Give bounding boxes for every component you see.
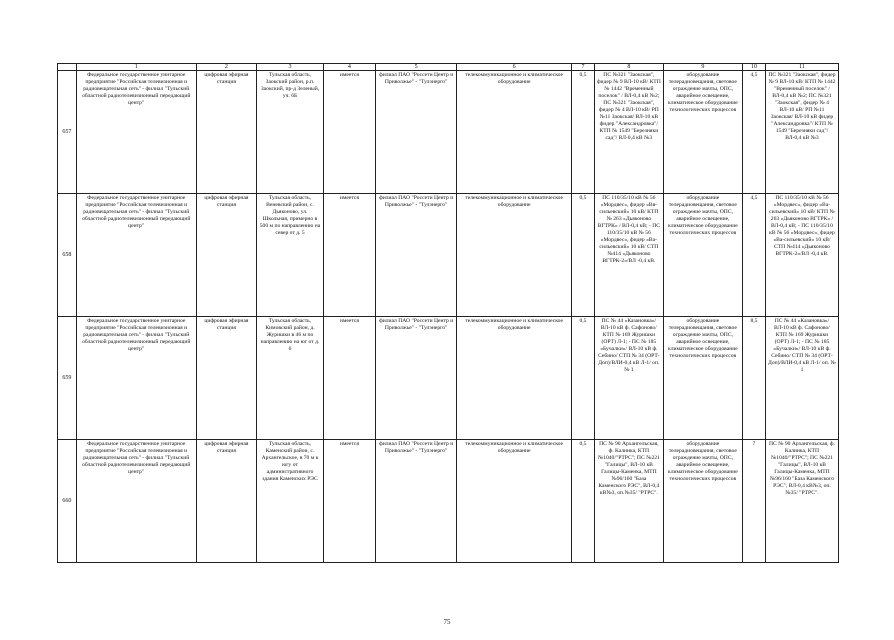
cell-equipment: телекоммуникационное и климатическое оборудование — [457, 440, 572, 563]
cell-address: Тульская область, Веневский район, с. Дьяконово, ул. Школьная, примерно в 500 м по направлению на север от д. 5 — [257, 194, 324, 317]
cell-availability: имеется — [323, 440, 375, 563]
cell-power-reserve: 4,5 — [742, 71, 765, 194]
table-row — [58, 440, 839, 563]
cell-feed-main: ПС № 44 «Казановка»/ ВЛ-10 кВ ф. Сафоново/ КТП № 169 Журишки (ОРТ) Л-1; - ПС № 185 «Бучалки»/ ВЛ-10 кВ ф. Себино/ СТП № 34 (ОРТ-Доп)/ВЛИ-0,4 кВ Л-1/ оп. № 1 — [594, 317, 663, 440]
cell-grid-company: филиал ПАО "Россети Центр и Приволжье" - "Тулэнерго" — [375, 71, 456, 194]
cell-feed-reserve: ПС 110/35/10 кВ № 56 «Мордвес», фидер «Ва-сильевский» 10 кВ/ КТП № 263 «Дьяконово ВГТРК» / ВЛ-0,4 кВ; - ПС 110/35/10 кВ № 56 «Мордвес», фидер «Ва-сильевский» 10 кВ/ СТП №414 «Дьяконово ВГТРК-2»/ВЛ -0,4 кВ. — [765, 194, 838, 317]
cell-consumers: оборудование телерадиовещания, световое ограждение мачты, ОПС, аварийное освещение, климатическое оборудование технологических процессов — [663, 317, 742, 440]
cell-address: Тульская область, Каменский район, с. Архангельское, в 70 м к югу от административного здания Каменских РЭС — [257, 440, 324, 563]
row-number: 657 — [58, 71, 77, 194]
cell-availability: имеется — [323, 71, 375, 194]
cell-organization: Федеральное государственное унитарное предприятие "Российская телевизионная и радиовещательная сеть" - филиал "Тульский областной радиотелевизионный передающий центр" — [76, 71, 196, 194]
cell-consumers: оборудование телерадиовещания, световое ограждение мачты, ОПС, аварийное освещение, климатическое оборудование технологических процессов — [663, 71, 742, 194]
column-number: 6 — [457, 64, 572, 71]
cell-feed-main: ПС 110/35/10 кВ № 56 «Мордвес», фидер «Вя-сильевский» 10 кВ/ КТП № 263 «Дьяконово ВГТРК» / ВЛ-0,4 кВ; - ПС 110/35/10 кВ № 56 «Мордвес», фидер «Ва-сильевский» 10 кВ/ СТП №414 «Дьяконово ВГТРК-2»/ВЛ -0,4 кВ. — [594, 194, 663, 317]
cell-power-main: 0,5 — [572, 317, 595, 440]
table-row — [58, 317, 839, 440]
table-row — [58, 71, 839, 194]
column-number: 11 — [765, 64, 838, 71]
column-number: 2 — [196, 64, 256, 71]
cell-power-main: 0,5 — [572, 194, 595, 317]
cell-organization: Федеральное государственное унитарное предприятие "Российская телевизионная и радиовещательная сеть" - филиал "Тульский областной радиотелевизионный передающий центр" — [76, 317, 196, 440]
cell-object-type: цифровая эфирная станция — [196, 194, 256, 317]
cell-power-main: 0,5 — [572, 71, 595, 194]
cell-consumers: оборудование телерадиовещания, световое ограждение мачты, ОПС, аварийное освещение, климатическое оборудование технологических процессов — [663, 194, 742, 317]
page-number: 75 — [443, 618, 451, 626]
cell-feed-reserve: ПС № 44 «Казановка»/ ВЛ-10 кВ ф. Сафоново/ КТП № 169 Журишки (ОРТ) Л-1; - ПС № 185 «Бучалки»/ ВЛ-10 кВ ф. Себино/ СТП № 34 (ОРТ-Доп)/ВЛИ-0,4 кВ Л-1/ оп. № 1 — [765, 317, 838, 440]
cell-organization: Федеральное государственное унитарное предприятие "Российская телевизионная и радиовещательная сеть" - филиал "Тульский областной радиотелевизионный передающий центр" — [76, 194, 196, 317]
cell-availability: имеется — [323, 317, 375, 440]
cell-power-main: 0,5 — [572, 440, 595, 563]
column-number: 8 — [594, 64, 663, 71]
column-number: 4 — [323, 64, 375, 71]
cell-grid-company: филиал ПАО "Россети Центр и Приволжье" - "Тулэнерго" — [375, 317, 456, 440]
cell-equipment: телекоммуникационное и климатическое оборудование — [457, 71, 572, 194]
row-number: 660 — [58, 440, 77, 563]
cell-feed-main: ПС № 90 Архангельская, ф. Калинка, КТП №1040/"РТРС"; ПС №221 "Галицы", ВЛ-10 кВ Галицы-Каменка, МТП №96/160 "База Каменского РЭС", ВЛ-0,4 кВ№3, оп.№35/ "РТРС". — [594, 440, 663, 563]
cell-grid-company: филиал ПАО "Россети Центр и Приволжье" - "Тулэнерго" — [375, 440, 456, 563]
cell-address: Тульская область, Заокский район, р.п. Заокский, пр-д Зеленый, уч. 6Б — [257, 71, 324, 194]
column-number: 1 — [76, 64, 196, 71]
column-number: 5 — [375, 64, 456, 71]
column-number: 3 — [257, 64, 324, 71]
cell-power-reserve: 7 — [742, 440, 765, 563]
cell-object-type: цифровая эфирная станция — [196, 440, 256, 563]
table-row — [58, 194, 839, 317]
cell-power-reserve: 4,5 — [742, 194, 765, 317]
cell-feed-main: ПС №321 "Заокская", фидер № 9 ВЛ-10 кВ/ КТП № 1442 "Временный поселок" / ВЛ-0,4 кВ №2; ПС №321 "Заокская", фидер № 4 ВЛ-10 кВ/ РП №11 Заокская/ ВЛ-10 кВ фидер "Александровка"/ КТП № 1549 "Березняки сад"/ ВЛ-0,4 кВ №3 — [594, 71, 663, 194]
row-number: 658 — [58, 194, 77, 317]
row-number: 659 — [58, 317, 77, 440]
cell-equipment: телекоммуникационное и климатическое оборудование — [457, 317, 572, 440]
column-number: 7 — [572, 64, 595, 71]
column-number-row — [58, 64, 839, 71]
cell-consumers: оборудование телерадиовещания, световое ограждение мачты, ОПС, аварийное освещение, климатическое оборудование технологических процессов — [663, 440, 742, 563]
registry-table — [57, 63, 839, 563]
cell-availability: имеется — [323, 194, 375, 317]
cell-object-type: цифровая эфирная станция — [196, 71, 256, 194]
cell-power-reserve: 8,5 — [742, 317, 765, 440]
column-number: 9 — [663, 64, 742, 71]
cell-grid-company: филиал ПАО "Россети Центр и Приволжье" - "Тулэнерго" — [375, 194, 456, 317]
column-number: 10 — [742, 64, 765, 71]
cell-organization: Федеральное государственное унитарное предприятие "Российская телевизионная и радиовещательная сеть" - филиал "Тульский областной радиотелевизионный передающий центр" — [76, 440, 196, 563]
cell-equipment: телекоммуникационное и климатическое оборудование — [457, 194, 572, 317]
cell-feed-reserve: ПС №321 "Заокская", фидер № 9 ВЛ-10 кВ/ КТП № 1442 "Временный поселок" / ВЛ-0,4 кВ №2; ПС №321 "Заокская", фидер № 4 ВЛ-10 кВ/ РП №11 Заокская/ ВЛ-10 кВ фидер "Александровка"/ КТП № 1549 "Березняки сад"/ ВЛ-0,4 кВ №3 — [765, 71, 838, 194]
cell-address: Тульская область, Кимовский район, д. Журишки в 46 м по направлению на юг от д. 6 — [257, 317, 324, 440]
header-corner — [58, 64, 77, 71]
cell-object-type: цифровая эфирная станция — [196, 317, 256, 440]
cell-feed-reserve: ПС № 90 Архангельская, ф. Калинка, КТП №1040/"РТРС"; ПС №221 "Галицы", ВЛ-10 кВ Галицы-Каменка, МТП №96/160 "База Каменского РЭС", ВЛ-0,4 кВ№3, оп.№35/ "РТРС". — [765, 440, 838, 563]
